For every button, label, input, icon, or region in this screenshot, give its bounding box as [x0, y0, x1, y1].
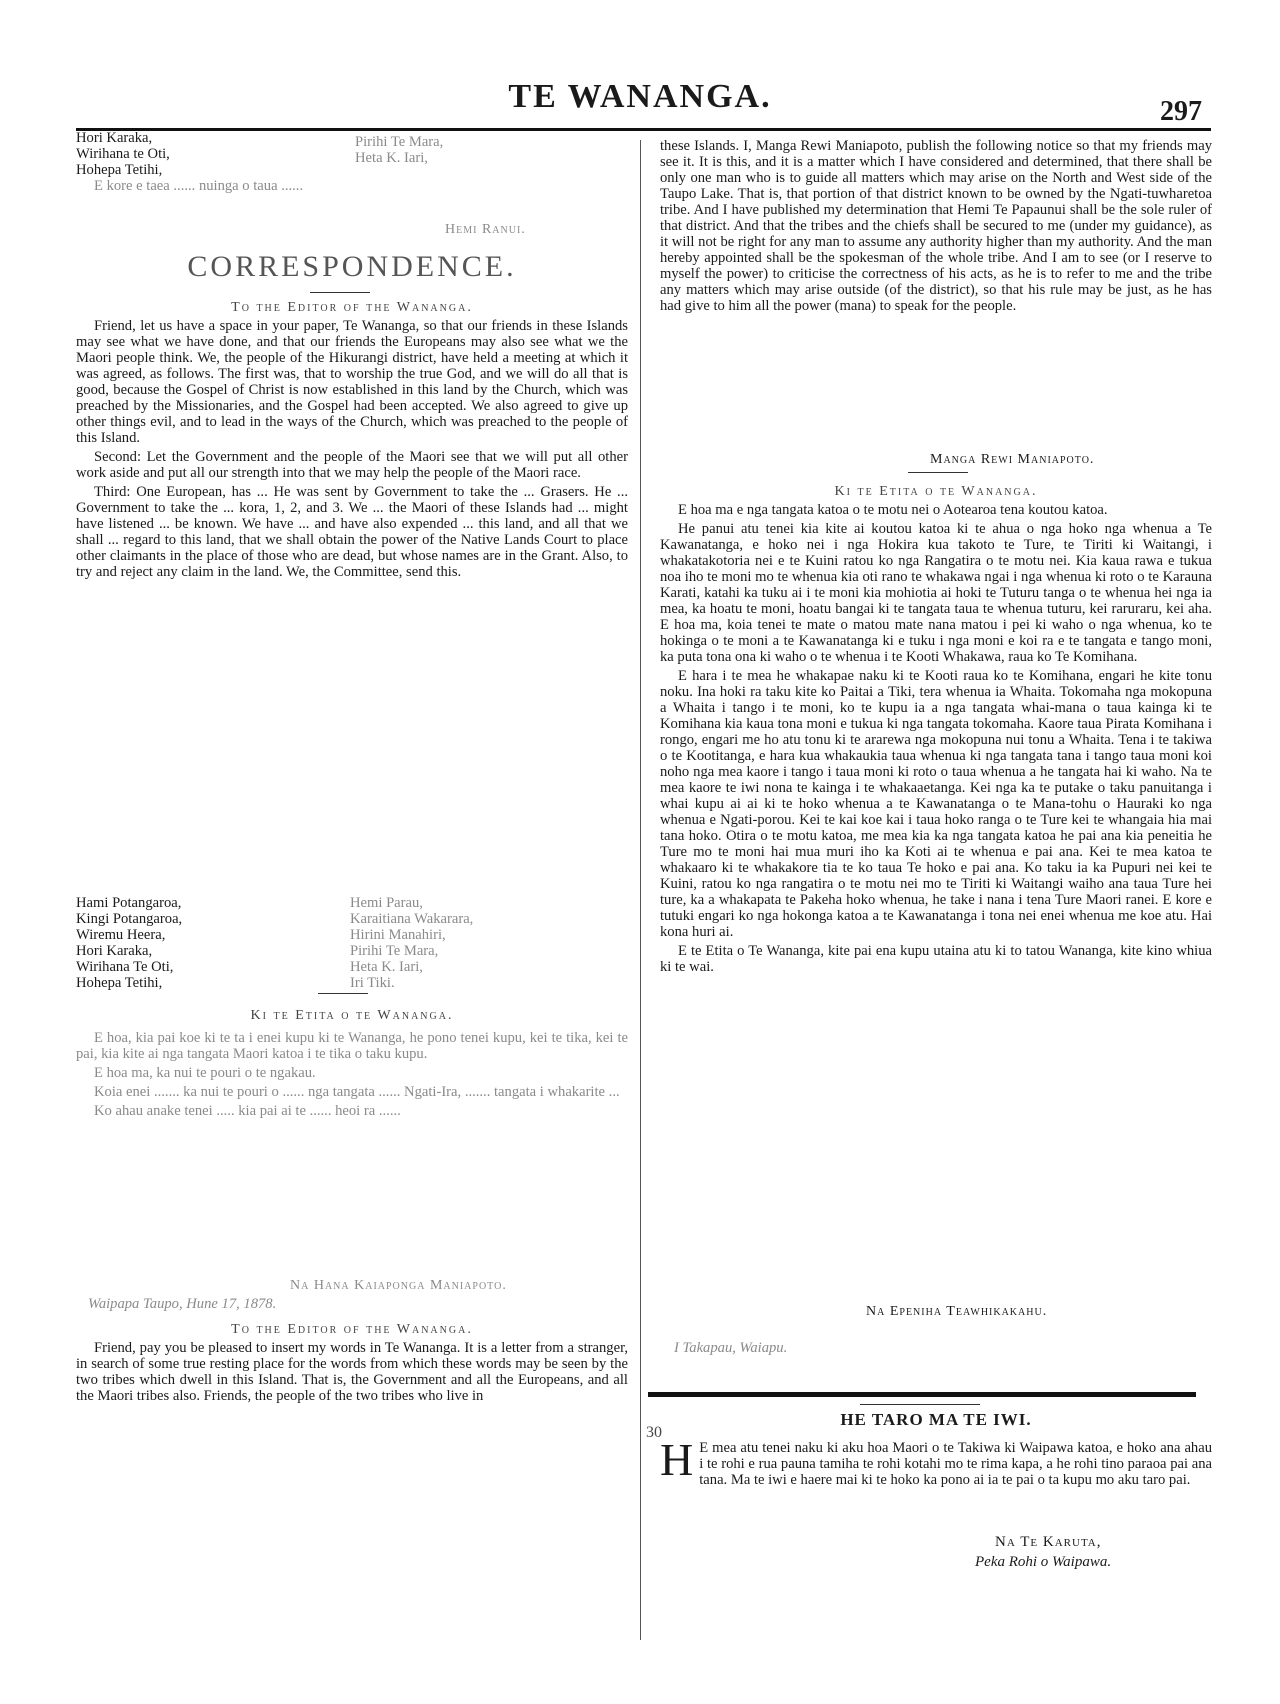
signatories-col2 [350, 895, 620, 991]
name-line: Iri Tiki. [350, 975, 395, 991]
right-letter2-body [660, 502, 1212, 1302]
name-line: Karaitiana Wakarara, [350, 911, 474, 927]
paragraph: Koia enei ....... ka nui te pouri o ...... nga tangata ...... Ngati-Ira, ....... tangata i whakarite ... [94, 1084, 620, 1100]
right-signoff2: Na Epeniha Teawhikakahu. [866, 1304, 1048, 1319]
right-ad-body [660, 1440, 1212, 1530]
section-rule [310, 292, 370, 293]
name-line: Hori Karaka, [76, 943, 153, 959]
right-signoff3: Na Te Karuta, [995, 1534, 1102, 1550]
drop-cap: H [660, 1440, 694, 1485]
right-signoff1: Manga Rewi Maniapoto. [930, 452, 1095, 467]
letter1-heading: To the Editor of the Wananga. [231, 300, 473, 315]
paragraph: E hoa ma, ka nui te pouri o te ngakau. [94, 1065, 316, 1081]
correspondence-heading: CORRESPONDENCE. [187, 250, 517, 283]
top-names-col1 [76, 130, 326, 178]
section-rule [860, 1404, 980, 1405]
right-heading3: HE TARO MA TE IWI. [840, 1410, 1032, 1429]
signatories-col1 [76, 895, 326, 991]
letter3-body [76, 1340, 628, 1440]
paragraph: Ko ahau anake tenei ..... kia pai ai te ...... heoi ra ...... [94, 1103, 401, 1119]
name-line: Hami Potangaroa, [76, 895, 182, 911]
paragraph: E hara i te mea he whakapae naku ki te Kooti raua ko te Komihana, engari he kite tonu noku. Ina hoki ra taku kite ko Paitai a Tiki, tera whenua ia Whaita. Tokomaha nga mokopuna a Whaita i tango i te moni, ko te kupu ia a nga tangata whai-mana o taua kainga ki te Komihana kia kaua tona moni e tukua ki nga tangata tokomaha. Kaore taua Pirata Komihana i rongo, engari me ho atu tonu ki te ararewa nga mokopuna nui tonu a Whaita. Tena i te takiwa o te Kootitanga, e hara kua whakaukia taua whenua ki nga tangata tana i tango taua moni koi noho nga mea kaore i tango i taua moni ki roto o taua whenua a he tangata hai ki waho. Na te mea kaore te iwi nona te kainga i te whakaaetanga. Kei nga ka te putake o taku panuitanga i whai kupu ai ai ki te hoko whenua a te Kawanatanga o te Mana-tohu o Hauraki ko nga whenua e Ngati-porou. Kei te kai koe kai i taua hoko ranga o te Ture kei te whangaia hia mai tana hoko. Otira o te motu katoa, me mea kia ka nga tangata katoa he pai ana kia peneitia he Ture mo te moni hai mua muri iho ka Koti ai te whenua e pai ana. Kei te mea katoa te whakaaro ki te whakakore tia te ko taua Te hoko e pai ana. Ko taku ia ka Pupuri nei kei te Kuini, ratou ko nga rangatira o te motu nei mo te Tiriti ki Waitangi waiho ana taua Ture hei ture, ka a whakapata te Pakeha hoko whenua, he take i nana i tena Ture Maori ranei. E kore e tutuki engari ko nga hokonga katoa a te Kawanatanga i tona nei enei whenua me koe atu. Hai kona huri ai. [660, 668, 1212, 940]
letter2-heading: Ki te Etita o te Wananga. [250, 1008, 454, 1023]
paragraph: He panui atu tenei kia kite ai koutou katoa ki te ahua o nga hoko nga whenua a Te Kawanatanga, e hoko nei i nga Hokira kua takoto te Ture, te Tiriti ki Waitangi, i whakatakotoria nei e te Kuini ratou ko nga Rangatira o te motu nei. Kia kaua rawa e tukua noa iho te moni mo te whenua kia oti rano te whakawa ngai i nga whenua ki roto o te Karauna Karati, katahi ka tuku ai i te moni kia mohiotia ai hoki te Tuturu tanga o te whenua hei nga ia mea, ka hoatu te moni, hoatu bangai ki te tangata taua te whenua tuturu, kei raruraru, kei aha. E hoa ma, koia tenei te mate o matou mate nana matou i pei ki waho o nga whenua, ko te hokinga o te moni a te Kawanatanga ki e tuku i nga moni e koi ra e te tangata e tango moni, ka puta tona ona ki waho o te whenua i te Kooti Whakawa, raua ko Te Komihana. [660, 521, 1212, 665]
name-line: Hohepa Tetihi, [76, 975, 163, 991]
letter2-body [76, 1030, 628, 1275]
letter2-place: Waipapa Taupo, Hune 17, 1878. [88, 1296, 277, 1312]
name-line: Hemi Parau, [350, 895, 423, 911]
name-line: Hohepa Tetihi, [76, 162, 163, 178]
margin-number: 30 [646, 1424, 662, 1441]
page-number: 297 [1160, 96, 1202, 127]
name-line: Heta K. Iari, [350, 959, 423, 975]
section-rule [318, 993, 368, 994]
paragraph: Second: Let the Government and the people of the Maori see that we will put all other work aside and put all our strength into that we may help the people of the Maori race. [76, 449, 628, 481]
top-signoff: Hemi Ranui. [445, 222, 526, 237]
paragraph: these Islands. I, Manga Rewi Maniapoto, publish the following notice so that my friends may see it. It is this, and it is a matter which I have considered and determined, that there shall be only one man who is to guide all matters which may arise on the North and West side of the Taupo Lake. That is, that portion of that district known to be owned by the Ngati-tuwharetoa tribe. And I have published my determination that Hemi Te Papaunui shall be the sole ruler of that district. And that the tribes and the chiefs shall be secured to me (under my guidance), as it will not be right for any man to assume any authority higher than my authority. And the man hereby appointed shall be the spokesman of the whole tribe. And I am to see (or I reserve to myself the power) to criticise the correctness of his acts, as he is to refer to me and the tribe any matters which may arise outside (of the district), so that his rule may be just, as he has had give to him all the power (mana) to speak for the people. [660, 138, 1212, 314]
name-line: Wirihana Te Oti, [76, 959, 174, 975]
masthead-title: TE WANANGA. [508, 78, 772, 115]
section-thick-rule [648, 1392, 1196, 1397]
name-line: Heta K. Iari, [355, 150, 428, 166]
right-place3: Peka Rohi o Waipawa. [975, 1554, 1112, 1570]
name-line: Wirihana te Oti, [76, 146, 170, 162]
name-line: Wiremu Heera, [76, 927, 166, 943]
name-line: Hirini Manahiri, [350, 927, 446, 943]
letter2-signoff: Na Hana Kaiaponga Maniapoto. [290, 1278, 507, 1293]
top-names-col2 [355, 134, 605, 166]
paragraph: Third: One European, has ... He was sent by Government to take the ... Grasers. He ... Government to take the ... kora, 1, 2, and 3. We ... the Maori of these Islands had ... might have listened ... be known. We have ... and have also expended ... this land, and all that we shall ... regard to this land, that we shall obtain the power of the Native Lands Court to place other claimants in the place of those who are dead, but whose names are in the Grant. Also, to try and reject any claim in the land. We, the Committee, send this. [76, 484, 628, 580]
section-rule [908, 472, 968, 473]
top-paragraph [76, 178, 628, 197]
paragraph: E hoa, kia pai koe ki te ta i enei kupu ki te Wananga, he pono tenei kupu, kei te tika, kei te pai, kia kite ai nga tangata Maori katoa i te tika o taku kupu. [76, 1030, 628, 1062]
paragraph: Friend, let us have a space in your paper, Te Wananga, so that our friends in these Islands may see what we have done, and that our friends the Europeans may also see what we the Maori people think. We, the people of the Hikurangi district, have held a meeting at which it was agreed, as follows. The first was, that to worship the true God, and we will do all that is good, because the Gospel of Christ is now established in this land by the Church, which was preached by the Missionaries, and the Gospel had been accepted. We also agreed to give up other things evil, and to lead in the ways of the Church, which was preached to the people of this Island. [76, 318, 628, 446]
paragraph: E mea atu tenei naku ki aku hoa Maori o te Takiwa ki Waipawa katoa, e hoko ana ahau i te rohi e rua pauna tamiha te rohi kotahi mo te rima kapa, a he rohi tino paraoa pai ana tana. Ma te iwi e haere mai ki te hoko ka pono ai ia te pai o ta kupu mo aku taro pai. [699, 1440, 1212, 1488]
name-line: Hori Karaka, [76, 130, 153, 146]
paragraph: E kore e taea ...... nuinga o taua ...... [94, 178, 304, 194]
name-line: Pirihi Te Mara, [350, 943, 439, 959]
letter3-heading: To the Editor of the Wananga. [231, 1322, 473, 1337]
name-line: Pirihi Te Mara, [355, 134, 444, 150]
name-line: Kingi Potangaroa, [76, 911, 183, 927]
paragraph: E te Etita o Te Wananga, kite pai ena kupu utaina atu ki to tatou Wananga, kite kino whiua ki te wai. [660, 943, 1212, 975]
column-divider [640, 140, 641, 1640]
paragraph: Friend, pay you be pleased to insert my words in Te Wananga. It is a letter from a stranger, in search of some true resting place for the words from which these words may be seen by the two tribes which dwell in this Island. That is, the Government and all the Europeans, and all the Maori tribes also. Friends, the people of the two tribes who live in [76, 1340, 628, 1404]
right-place2: I Takapau, Waiapu. [674, 1340, 788, 1356]
paragraph: E hoa ma e nga tangata katoa o te motu nei o Aotearoa tena koutou katoa. [678, 502, 1108, 518]
right-heading2: Ki te Etita o te Wananga. [834, 484, 1038, 499]
right-letter1-body [660, 138, 1212, 428]
letter1-body [76, 318, 628, 894]
